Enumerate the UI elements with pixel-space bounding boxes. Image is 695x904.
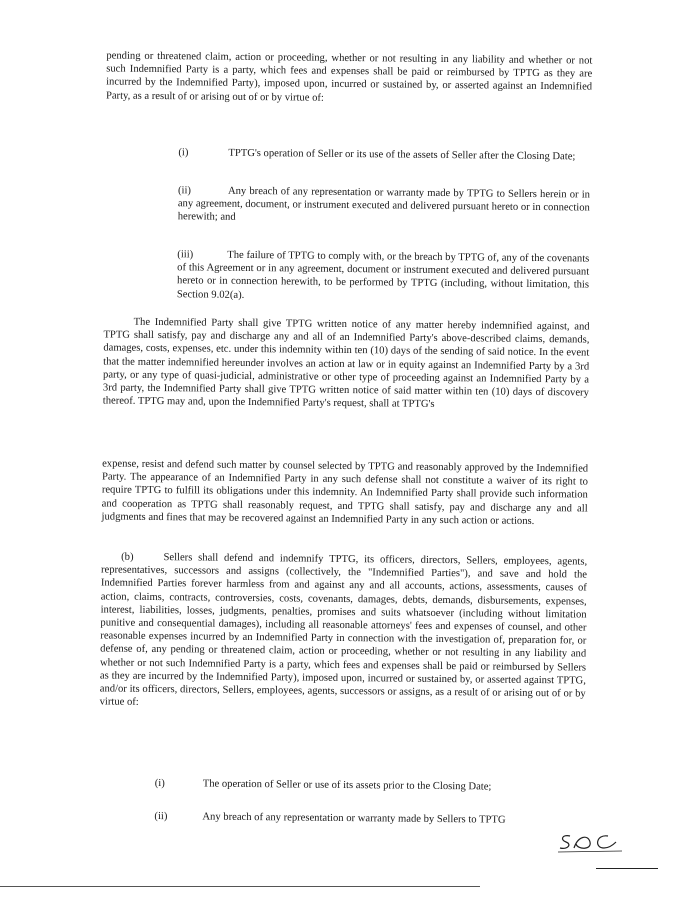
paragraph-notice-text: The Indemnified Party shall give TPTG written notice of any matter hereby indemnified against, and TPTG shall satisfy, pay and discharge any and all of an Indemnified Party's above-described claims, demands, damages, costs, expenses, etc. under this indemnity within ten (10) days of the sending of said notice. In the event that the matter indemnified hereunder involves an action at law or in equity against an Indemnified Party by a 3rd party, or any type of quasi-judicial, administrative or other type of proceeding against an Indemnified Party by a 3rd party, the Indemnified Party shall give TPTG written notice of said matter within ten (10) days of discovery thereof. TPTG may and, upon the Indemnified Party's request, shall at TPTG's — [102, 316, 590, 411]
item-number: (i) — [154, 778, 165, 790]
item-number: (i) — [178, 147, 189, 159]
item-text: TPTG's operation of Seller or its use of the assets of Seller after the Closing Date; — [228, 147, 576, 163]
list-item — [154, 810, 594, 828]
paragraph-b — [100, 550, 588, 714]
list-item — [155, 777, 595, 795]
item-text: Any breach of any representation or warranty made by TPTG to Sellers herein or in any agreement, document, or instrument executed and delivered pursuant hereto or in connection herewith; and — [177, 185, 591, 224]
handwritten-initials — [556, 828, 626, 861]
item-number: (iii) — [177, 249, 194, 261]
initials-signature-icon — [556, 828, 626, 856]
section-label: (b) — [121, 551, 134, 563]
item-text: The operation of Seller or use of its assets prior to the Closing Date; — [202, 778, 492, 793]
footer-rule-right — [596, 868, 658, 869]
footer-rule-bottom — [0, 886, 480, 887]
paragraph-continuation: pending or threatened claim, action or proceeding, whether or not resulting in any liability and whether or not such Indemnified Party is a party, which fees and expenses shall be paid or reimbursed by TPTG as they are incurred by the Indemnified Party), imposed upon, incurred or sustained by, or asserted against an Indemnified Party, as a result of or arising out of or by virtue of: — [105, 50, 593, 104]
item-text: The failure of TPTG to comply with, or the breach by TPTG of, any of the covenants of this Agreement or in any agreement, document or instrument executed and delivered pursuant hereto or in connection herewith, to be performed by TPTG (including, without limitation, this Section 9.02(a). — [176, 249, 590, 301]
paragraph-notice — [103, 315, 590, 413]
list-item — [178, 146, 590, 164]
list-item — [178, 184, 590, 228]
item-number: (ii) — [154, 811, 168, 823]
paragraph-b-text: Sellers shall defend and indemnify TPTG, its officers, directors, Sellers, employees, agents, representatives, successors and assigns (collectively, the "Indemnified Parties"), and save and hold the Indemnified Parties forever harmless from and against any and all accounts, actions, assessments, causes of action, claims, contracts, controversies, costs, covenants, damages, debts, demands, disbursements, expenses, interest, liabilities, losses, judgments, penalties, promises and suits whatsoever (including without limitation punitive and consequential damages), including all reasonable attorneys' fees and expenses of counsel, and other reasonable expenses incurred by an Indemnified Party in connection with the investigation of, preparation for, or defense of, any pending or threatened claim, action or proceeding, whether or not resulting in any liability and whether or not such Indemnified Party is a party, which fees and expenses shall be paid or reimbursed by Sellers as they are incurred by the Indemnified Party), imposed upon, incurred or sustained by, or asserted against TPTG, and/or its officers, directors, Sellers, employees, agents, successors or assigns, as a result of or arising out of or by virtue of: — [99, 552, 588, 709]
item-number: (ii) — [177, 185, 192, 197]
item-text: Any breach of any representation or warranty made by Sellers to TPTG — [202, 811, 506, 826]
paragraph-defense: expense, resist and defend such matter by counsel selected by TPTG and reasonably approved by the Indemnified Party. The appearance of an Indemnified Party in any such defense shall not constitute a waiver of its right to require TPTG to fulfill its obligations under this indemnity. An Indemnified Party shall provide such information and cooperation as TPTG shall reasonably request, and TPTG shall satisfy, pay and discharge any and all judgments and fines that may be recovered against an Indemnified Party in any such action or actions. — [101, 458, 589, 527]
list-item — [177, 248, 590, 305]
